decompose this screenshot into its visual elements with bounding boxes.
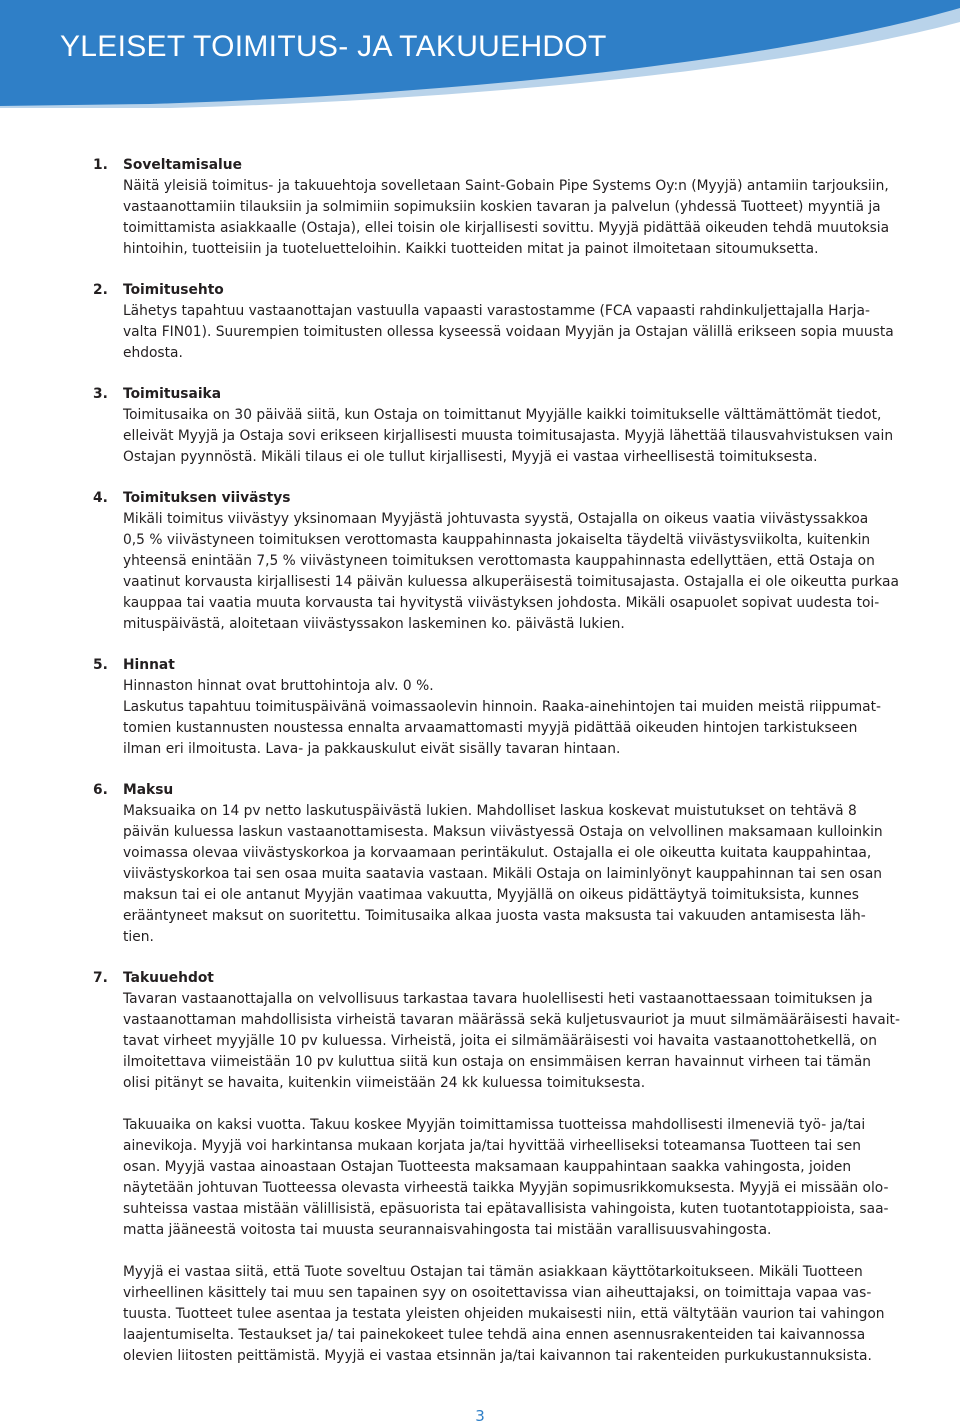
terms-section (93, 280, 960, 364)
section-heading: Toimitusehto (123, 282, 224, 298)
terms-section (93, 655, 960, 760)
section-heading: Maksu (123, 782, 174, 798)
section-number: 5. (93, 657, 108, 673)
section-heading: Toimitusaika (123, 386, 222, 402)
section-paragraph: Myyjä ei vastaa siitä, että Tuote soveltuu Ostajan tai tämän asiakkaan käyttötarkoitukseen. Mikäli Tuotteen virheellinen käsittely tai muu sen tapainen syy on osoitettavissa vian aiheuttajaksi, on toimittaja vapaa vas- tuusta. Tuotteet tulee asentaa ja testata yleisten ohjeiden mukaisesti niin, että vältytään vaurion tai vahingon laajentumiselta. Testaukset ja/ tai painekokeet tulee tehdä aina ennen asennusrakenteiden tai kaivannossa olevien liitosten peittämistä. Myyjä ei vastaa etsinnän ja/tai kaivannon tai rakenteiden purkukustannuksista. (123, 1264, 885, 1364)
terms-section (93, 968, 960, 1367)
section-heading: Toimituksen viivästys (123, 490, 291, 506)
section-paragraph: Toimitusaika on 30 päivää siitä, kun Ostaja on toimittanut Myyjälle kaikki toimitukselle välttämättömät tiedot, elleivät Myyjä ja Ostaja sovi erikseen kirjallisesti muusta toimitusajasta. Myyjä lähettää tilausvahvistuksen vain Ostajan pyynnöstä. Mikäli tilaus ei ole tullut kirjallisesti, Myyjä ei vastaa virheellisestä toimituksesta. (123, 407, 894, 465)
section-number: 4. (93, 490, 108, 506)
terms-section (93, 155, 960, 260)
section-paragraph: Takuuaika on kaksi vuotta. Takuu koskee Myyjän toimittamissa tuotteissa mahdollisesti ilmeneviä työ- ja/tai ainevikoja. Myyjä voi harkintansa mukaan korjata ja/tai hyvittää virheelliseksi toteamansa Tuotteen tai sen osan. Myyjä vastaa ainoastaan Ostajan Tuotteesta maksamaan kauppahintaan saakka vahingosta, joiden näytetään johtuvan Tuotteessa olevasta virheestä taikka Myyjän sopimusrikkomuksesta. Myyjä ei missään olo- suhteissa vastaa mistään välillisistä, epäsuorista tai epätavallisista vahingoista, kuten tuotantotappioista, saa- matta jääneestä voitosta tai muusta seurannaisvahingosta tai mistään varallisuusvahingosta. (123, 1117, 889, 1238)
section-number: 7. (93, 970, 108, 986)
terms-section (93, 488, 960, 635)
section-heading: Soveltamisalue (123, 157, 242, 173)
section-heading: Hinnat (123, 657, 175, 673)
section-paragraph: Hinnaston hinnat ovat bruttohintoja alv. 0 %. Laskutus tapahtuu toimituspäivänä voimassaolevin hinnoin. Raaka-ainehintojen tai muiden meistä riippumat- tomien kustannusten noustessa ennalta arvaamattomasti myyjä pidättää oikeuden hintojen tarkistukseen ilman eri ilmoitusta. Lava- ja pakkauskulut eivät sisälly tavaran hintaan. (123, 678, 882, 757)
document-body (93, 155, 960, 1387)
page-header-banner (0, 0, 960, 108)
section-number: 6. (93, 782, 108, 798)
terms-section (93, 780, 960, 948)
section-paragraph: Maksuaika on 14 pv netto laskutuspäivästä lukien. Mahdolliset laskua koskevat muistutukset on tehtävä 8 päivän kuluessa laskun vastaanottamisesta. Maksun viivästyessä Ostaja on velvollinen maksamaan kulloinkin voimassa olevaa viivästyskorkoa ja korvaamaan perintäkulut. Ostajalla ei ole oikeutta kuitata kauppahintaa, viivästyskorkoa tai sen osaa muita saatavia vastaan. Mikäli Ostaja on laiminlyönyt kauppahinnan tai sen osan maksun tai ei ole antanut Myyjän vaatimaa vakuutta, Myyjällä on oikeus pidättäytyä toimituksista, kunnes erääntyneet maksut on suoritettu. Toimitusaika alkaa juosta vasta maksusta tai vakuuden antamisesta läh- tien. (123, 803, 883, 945)
page-title: YLEISET TOIMITUS- JA TAKUUEHDOT (60, 30, 607, 63)
section-number: 2. (93, 282, 108, 298)
section-heading: Takuuehdot (123, 970, 214, 986)
section-number: 3. (93, 386, 108, 402)
section-paragraph: Mikäli toimitus viivästyy yksinomaan Myyjästä johtuvasta syystä, Ostajalla on oikeus vaatia viivästyssakkoa 0,5 % viivästyneen toimituksen verottomasta kauppahinnasta jokaiselta täydeltä viivästysviikolta, kuitenkin yhteensä enintään 7,5 % viivästyneen toimituksen verottomasta kauppahinnasta edellyttäen, että Ostaja on vaatinut korvausta kirjallisesti 14 päivän kuluessa alkuperäisestä toimitusajasta. Ostajalla ei ole oikeutta purkaa kauppaa tai vaatia muuta korvausta tai hyvitystä viivästyksen johdosta. Mikäli osapuolet sopivat uudesta toi- mituspäivästä, aloitetaan viivästyssakon laskeminen ko. päivästä lukien. (123, 511, 899, 632)
section-paragraph: Näitä yleisiä toimitus- ja takuuehtoja sovelletaan Saint-Gobain Pipe Systems Oy:n (Myyjä) antamiin tarjouksiin, vastaanottamiin tilauksiin ja solmimiin sopimuksiin koskien tavaran ja palvelun (yhdessä Tuotteet) myyntiä ja toimittamista asiakkaalle (Ostaja), ellei toisin ole kirjallisesti sovittu. Myyjä pidättää oikeuden tehdä muutoksia hintoihin, tuotteisiin ja tuoteluetteloihin. Kaikki tuotteiden mitat ja painot ilmoitetaan sitoumuksetta. (123, 178, 890, 257)
section-paragraph: Tavaran vastaanottajalla on velvollisuus tarkastaa tavara huolellisesti heti vastaanottaessaan toimituksen ja vastaanottaman mahdollisista virheistä tavaran määrässä sekä kuljetusvauriot ja muut silmämääräisesti havait- tavat virheet myyjälle 10 pv kuluessa. Virheistä, joita ei silmämääräisesti voi havaita vastaanottohetkellä, on ilmoitettava viimeistään 10 pv kuluttua siitä kun ostaja on ensimmäisen kerran havainnut virheen tai tämän olisi pitänyt se havaita, kuitenkin viimeistään 24 kk kuluessa toimituksesta. (123, 991, 900, 1091)
terms-section (93, 384, 960, 468)
section-paragraph: Lähetys tapahtuu vastaanottajan vastuulla vapaasti varastostamme (FCA vapaasti rahdinkuljettajalla Harja- valta FIN01). Suurempien toimitusten ollessa kyseessä voidaan Myyjän ja Ostajan välillä erikseen sopia muusta ehdosta. (123, 303, 894, 361)
section-number: 1. (93, 157, 108, 173)
page-number: 3 (475, 1407, 485, 1425)
